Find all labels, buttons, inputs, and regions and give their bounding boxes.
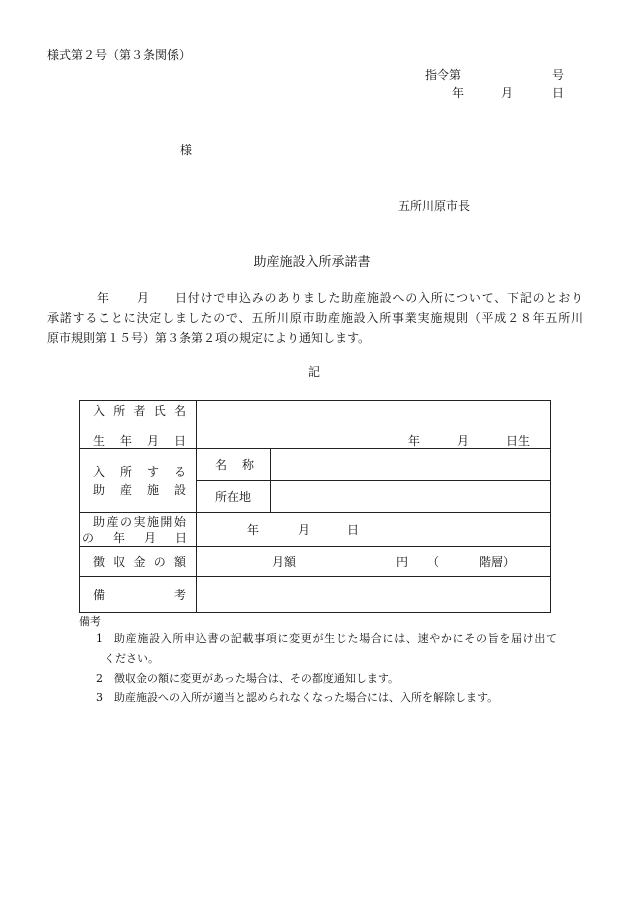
label-char: 施 [146,515,159,529]
facility-label-line-2 [93,482,186,498]
note-number: 2 [96,672,103,685]
remarks-field [196,576,551,613]
fee-tier-label: 階層） [479,555,516,569]
label-char: 設 [173,483,186,497]
body-month: 月 [137,291,150,305]
notation-heading: 記 [308,365,321,379]
label-char: 備 [93,588,106,602]
birthdate-label [93,433,186,449]
label-char: 者 [133,404,146,418]
label-char: の [153,555,166,569]
label-char: 日 [173,434,186,448]
birthdate-month: 月 [457,434,470,448]
start-date-label-line-2 [82,530,187,546]
note-number: 3 [96,691,103,704]
label-char: 年 [112,531,125,545]
body-line-1: 日付けで申込みのありました助産施設への入所について、下記のとおり [175,291,583,305]
birthdate-day: 日生 [506,434,531,448]
directive-prefix: 指令第 [425,68,462,82]
label-char: 入 [93,404,106,418]
start-date-month: 月 [298,523,311,537]
label-char: 生 [93,434,106,448]
facility-name-label-cell [196,448,271,481]
label-char: 実 [133,515,146,529]
facility-label-cell [79,448,197,513]
facility-label-line-1 [93,464,186,480]
label-char: 日 [174,531,187,545]
applicant-label-cell [79,400,197,449]
label-char: 開 [160,515,173,529]
label-char: 名 [215,458,228,472]
start-date-year: 年 [247,523,260,537]
facility-address-label-cell [196,480,271,513]
label-char: 所 [119,465,132,479]
label-char: 産 [106,515,119,529]
fee-yen-unit: 円 [396,555,409,569]
start-date-label-line-1 [93,514,186,530]
label-char: 助 [93,515,106,529]
facility-name-label [215,457,254,473]
label-char: 始 [173,515,186,529]
note-text: 助産施設への入所が適当と認められなくなった場合には、入所を解除します。 [114,691,499,704]
issue-date-year: 年 [452,86,465,100]
label-char: 額 [173,555,186,569]
facility-address-field [270,480,551,513]
label-char: の [119,515,132,529]
document-title: 助産施設入所承諾書 [253,255,371,270]
applicant-value-cell [196,400,551,449]
fee-label-cell [79,546,197,577]
birthdate-year: 年 [408,434,421,448]
remarks-label [93,587,186,603]
body-line-3: 原市規則第１５号）第３条第２項の規定により通知します。 [47,331,371,345]
label-char: 月 [143,531,156,545]
facility-name-field [270,448,551,481]
note-number: 1 [96,632,103,645]
label-char: 入 [93,465,106,479]
fee-value-cell [196,546,551,577]
label-char: 助 [93,483,106,497]
note-text-continued: ください。 [104,652,159,665]
label-char: の [82,531,95,545]
label-char: 年 [119,434,132,448]
label-char: 称 [241,458,254,472]
applicant-name-label [93,403,186,419]
label-char: 徴 [93,555,106,569]
note-text: 徴収金の額に変更があった場合は、その都度通知します。 [114,672,400,685]
start-date-day: 日 [347,523,360,537]
label-char: 月 [146,434,159,448]
issuer-name: 五所川原市長 [398,199,471,213]
recipient-honorific: 様 [180,143,193,157]
fee-monthly-label: 月額 [272,555,297,569]
facility-address-label: 所在地 [215,490,252,504]
label-char: す [146,465,159,479]
body-line-2: 承諾することに決定しましたので、五所川原市助産施設入所事業実施規則（平成２８年五所川 [47,311,583,325]
start-date-label-cell [79,512,197,547]
label-char: 金 [133,555,146,569]
label-char: 産 [119,483,132,497]
start-date-value-cell [196,512,551,547]
fee-label [93,554,186,570]
label-char: 考 [173,588,186,602]
label-char: 氏 [153,404,166,418]
remarks-label-cell [79,576,197,613]
label-char: 所 [113,404,126,418]
label-char: 収 [113,555,126,569]
body-year: 年 [97,291,110,305]
issue-date-day: 日 [552,86,565,100]
issue-date-month: 月 [501,86,514,100]
label-char: 施 [146,483,159,497]
note-text: 助産施設入所申込書の記載事項に変更が生じた場合には、速やかにその旨を届け出て [114,632,557,645]
form-number-label: 様式第２号（第３条関係） [47,48,192,62]
label-char: 名 [173,404,186,418]
fee-paren-open: （ [427,555,440,569]
directive-suffix: 号 [552,68,565,82]
notes-heading: 備考 [79,615,101,628]
label-char: る [173,465,186,479]
